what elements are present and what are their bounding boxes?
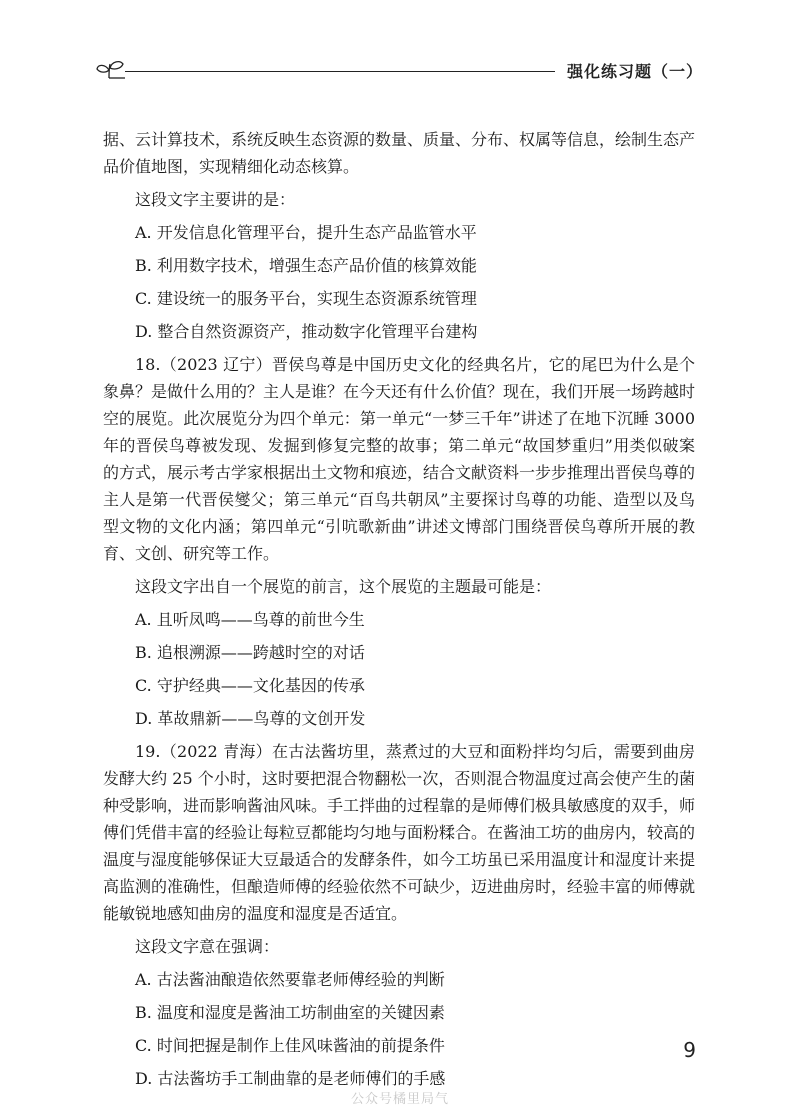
- question-19-option-c: C. 时间把握是制作上佳风味酱油的前提条件: [135, 1036, 445, 1055]
- passage-17-continuation: 据、云计算技术，系统反映生态资源的数量、质量、分布、权属等信息，绘制生态产品价值地图，实现精细化动态核算。: [103, 130, 696, 176]
- question-18-prompt: 这段文字出自一个展览的前言，这个展览的主题最可能是：: [135, 577, 552, 596]
- question-18-option-d: D. 革故鼎新——鸟尊的文创开发: [135, 709, 366, 728]
- question-17-option-a: A. 开发信息化管理平台，提升生态产品监管水平: [135, 223, 477, 242]
- question-19-option-a: A. 古法酱油酿造依然要靠老师傅经验的判断: [135, 970, 445, 989]
- question-19-option-d: D. 古法酱坊手工制曲靠的是老师傅们的手感: [135, 1069, 446, 1088]
- page-header: [95, 58, 705, 84]
- header-rule: [125, 71, 555, 72]
- question-19-passage: 19.（2022 青海）在古法酱坊里，蒸煮过的大豆和面粉拌均匀后，需要到曲房发酵大约 25 个小时，这时要把混合物翻松一次，否则混合物温度过高会使产生的菌种受影响，进而影响酱油风味。手工拌曲的过程靠的是师傅们极具敏感度的双手，师傅们凭借丰富的经验让每粒豆都能均匀地与面粉糅合。在酱油工坊的曲房内，较高的温度与湿度能够保证大豆最适合的发酵条件，如今工坊虽已采用温度计和湿度计来提高监测的准确性，但酿造师傅的经验依然不可缺少，迈进曲房时，经验丰富的师傅就能敏锐地感知曲房的温度和湿度是否适宜。: [103, 742, 696, 923]
- question-18-option-c: C. 守护经典——文化基因的传承: [135, 676, 365, 695]
- watermark-text: 公众号橘里局气: [350, 1092, 449, 1107]
- question-17-option-d: D. 整合自然资源资产，推动数字化管理平台建构: [135, 322, 478, 341]
- question-17-option-b: B. 利用数字技术，增强生态产品价值的核算效能: [135, 256, 477, 275]
- page-content: [103, 126, 695, 1098]
- question-17-prompt: 这段文字主要讲的是：: [135, 190, 296, 209]
- question-17-option-c: C. 建设统一的服务平台，实现生态资源系统管理: [135, 289, 477, 308]
- sprout-ornament-icon: [95, 58, 127, 84]
- question-19-prompt: 这段文字意在强调：: [135, 937, 280, 956]
- question-19-option-b: B. 温度和湿度是酱油工坊制曲室的关键因素: [135, 1003, 445, 1022]
- question-18-option-a: A. 且听凤鸣——鸟尊的前世今生: [135, 610, 365, 629]
- page-number: 9: [683, 1038, 696, 1062]
- question-18-passage: 18.（2023 辽宁）晋侯鸟尊是中国历史文化的经典名片，它的尾巴为什么是个象鼻？是做什么用的？主人是谁？在今天还有什么价值？现在，我们开展一场跨越时空的展览。此次展览分为四个单元：第一单元“一梦三千年”讲述了在地下沉睡 3000 年的晋侯鸟尊被发现、发掘到修复完整的故事；第二单元“故国梦重归”用类似破案的方式，展示考古学家根据出土文物和痕迹，结合文献资料一步步推理出晋侯鸟尊的主人是第一代晋侯燮父；第三单元“百鸟共朝凤”主要探讨鸟尊的功能、造型以及鸟型文物的文化内涵；第四单元“引吭歌新曲”讲述文博部门围绕晋侯鸟尊所开展的教育、文创、研究等工作。: [103, 355, 696, 563]
- question-18-option-b: B. 追根溯源——跨越时空的对话: [135, 643, 365, 662]
- header-title: 强化练习题（一）: [566, 62, 703, 81]
